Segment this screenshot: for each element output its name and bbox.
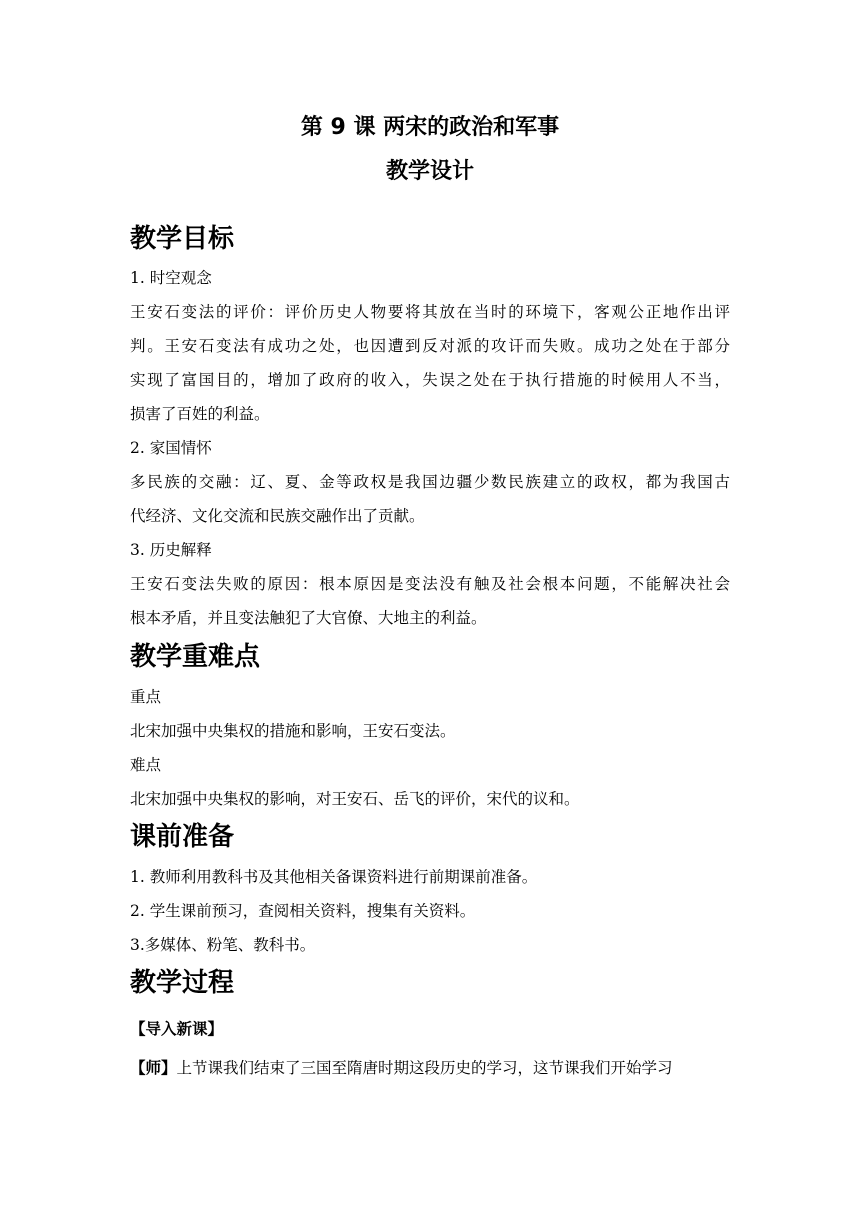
teacher-tag: 【师】	[130, 1059, 177, 1077]
intro-label: 【导入新课】	[130, 1020, 224, 1038]
difficult-point-label: 难点	[130, 756, 162, 774]
objective-3-label: 3. 历史解释	[130, 541, 212, 559]
objective-1-line-4: 损害了百姓的利益。	[130, 405, 270, 423]
objective-2-label: 2. 家国情怀	[130, 439, 212, 457]
key-point-text: 北宋加强中央集权的措施和影响，王安石变法。	[130, 722, 456, 740]
objective-2-line-1: 多民族的交融：辽、夏、金等政权是我国边疆少数民族建立的政权，都为我国古	[130, 473, 730, 491]
objective-3-line-1: 王安石变法失败的原因：根本原因是变法没有触及社会根本问题，不能解决社会	[130, 575, 730, 593]
teacher-line	[130, 1051, 730, 1085]
key-points-heading: 教学重难点	[130, 642, 261, 672]
key-point-label: 重点	[130, 688, 162, 706]
difficult-point-text: 北宋加强中央集权的影响，对王安石、岳飞的评价，宋代的议和。	[130, 790, 580, 808]
preparation-item-3: 3.多媒体、粉笔、教科书。	[130, 936, 316, 954]
objective-2-line-2: 代经济、文化交流和民族交融作出了贡献。	[130, 507, 425, 525]
preparation-item-2: 2. 学生课前预习，查阅相关资料，搜集有关资料。	[130, 902, 476, 920]
process-heading: 教学过程	[130, 968, 235, 998]
lesson-subtitle: 教学设计	[385, 159, 474, 184]
teacher-text: 上节课我们结束了三国至隋唐时期这段历史的学习，这节课我们开始学习	[176, 1059, 673, 1077]
objective-1-label: 1. 时空观念	[130, 269, 212, 287]
lesson-title: 第 9 课 两宋的政治和军事	[300, 115, 560, 140]
preparation-heading: 课前准备	[130, 822, 235, 852]
objective-3-line-2: 根本矛盾，并且变法触犯了大官僚、大地主的利益。	[130, 609, 487, 627]
objective-1-line-3: 实现了富国目的，增加了政府的收入，失误之处在于执行措施的时候用人不当，	[130, 371, 730, 389]
objectives-heading: 教学目标	[130, 224, 235, 254]
objective-1-line-2: 判。王安石变法有成功之处，也因遭到反对派的攻讦而失败。成功之处在于部分	[130, 337, 730, 355]
objective-1-line-1: 王安石变法的评价：评价历史人物要将其放在当时的环境下，客观公正地作出评	[130, 303, 730, 321]
preparation-item-1: 1. 教师利用教科书及其他相关备课资料进行前期课前准备。	[130, 868, 538, 886]
